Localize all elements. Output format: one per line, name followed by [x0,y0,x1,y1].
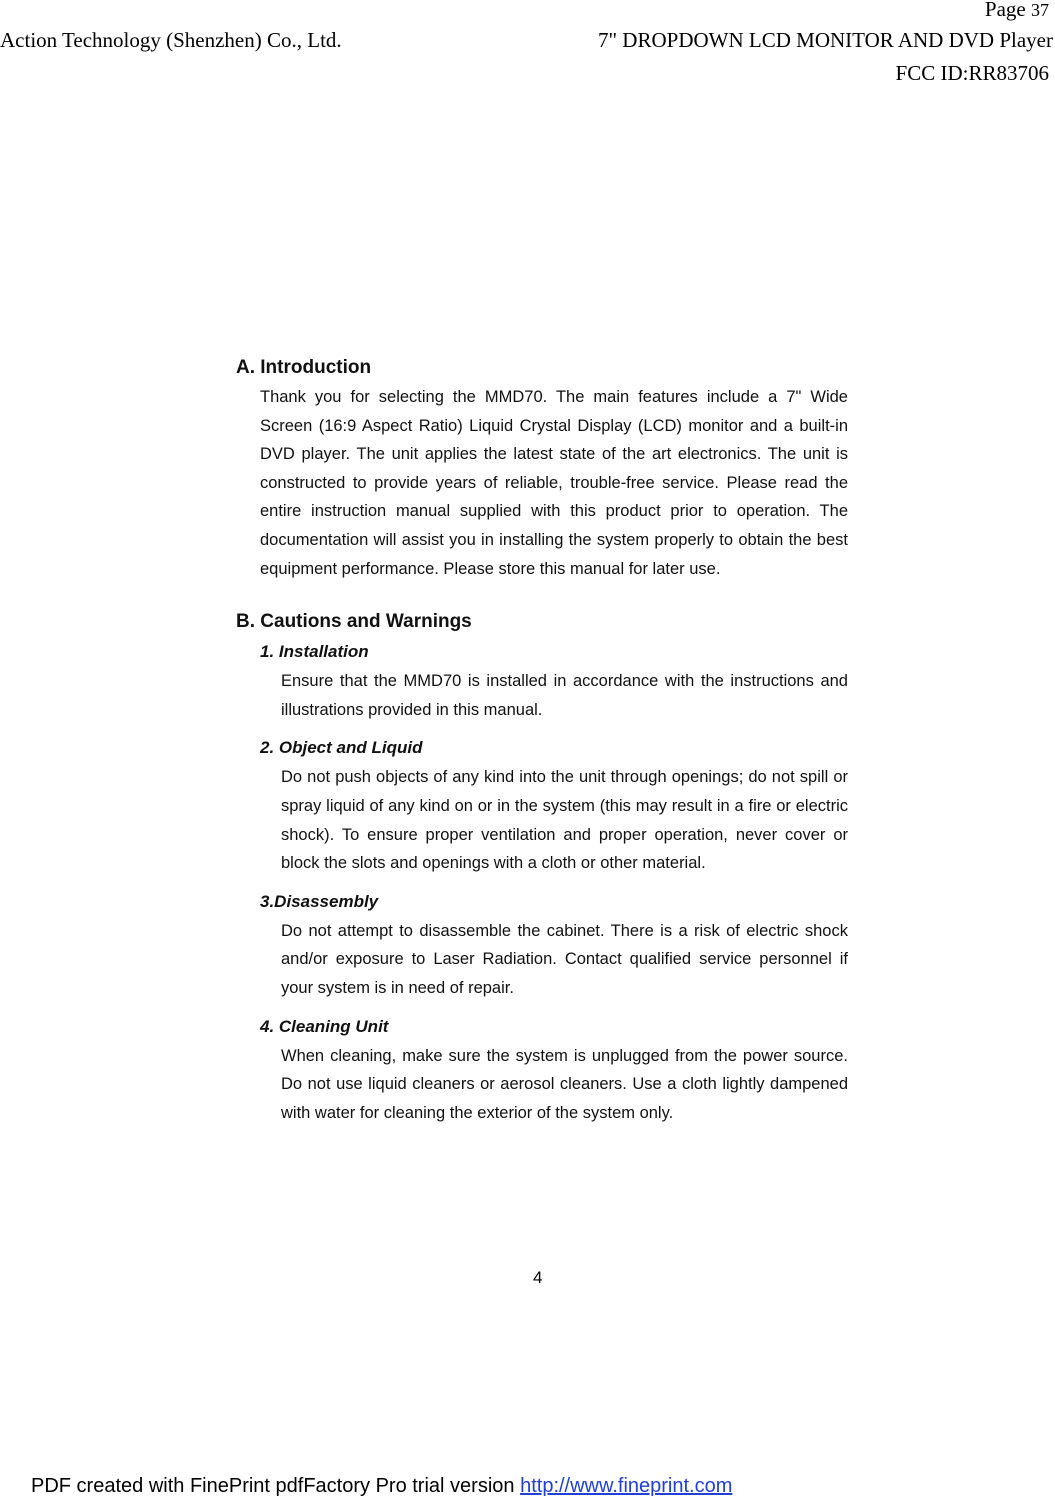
footer-text: PDF created with FinePrint pdfFactory Pro trial version [31,1475,515,1497]
page-number: 37 [1031,0,1049,20]
header-product: 7" DROPDOWN LCD MONITOR AND DVD Player [597,28,1053,52]
caution-body-cleaning-unit: When cleaning, make sure the system is unplugged from the power source. Do not use liquid cleaners or aerosol cleaners. Use a cloth lightly dampened with water for cleaning the exterior of the system only. [281,1046,848,1122]
caution-heading-disassembly: 3.Disassembly [260,891,379,911]
section-title-introduction: A. Introduction [236,357,372,378]
section-title-cautions: B. Cautions and Warnings [236,611,472,633]
caution-heading-object-liquid: 2. Object and Liquid [260,738,423,758]
manual-page-number: 4 [533,1268,543,1287]
caution-body-object-liquid: Do not push objects of any kind into the unit through openings; do not spill or spray liquid of any kind on or in the system (this may result in a fire or electric shock). To ensure proper ventilation and proper operation, never cover or block the slots and openings with a cloth or other material. [281,768,848,873]
page-label: Page [984,0,1026,21]
caution-heading-installation: 1. Installation [260,642,369,662]
caution-body-disassembly: Do not attempt to disassemble the cabinet. There is a risk of electric shock and/or exposure to Laser Radiation. Contact qualified service personnel if your system is in need of repair. [281,921,848,997]
header-fcc-id: FCC ID:RR83706 [895,61,1049,85]
pdf-footer [31,1475,732,1498]
header-company: Action Technology (Shenzhen) Co., Ltd. [0,28,342,52]
caution-body-installation: Ensure that the MMD70 is installed in accordance with the instructions and illustrations provided in this manual. [281,672,848,719]
introduction-body: Thank you for selecting the MMD70. The main features include a 7" Wide Screen (16:9 Aspect Ratio) Liquid Crystal Display (LCD) monitor and a built-in DVD player. The unit applies the latest state of the art electronics. The unit is constructed to provide years of reliable, trouble-free service. Please read the entire instruction manual supplied with this product prior to operation. The documentation will assist you in installing the system properly to obtain the best equipment performance. Please store this manual for later use. [260,388,848,578]
manual-content [236,355,848,1136]
header-page-label [985,0,1049,22]
caution-heading-cleaning-unit: 4. Cleaning Unit [260,1016,389,1036]
footer-link[interactable]: http://www.fineprint.com [520,1475,733,1497]
